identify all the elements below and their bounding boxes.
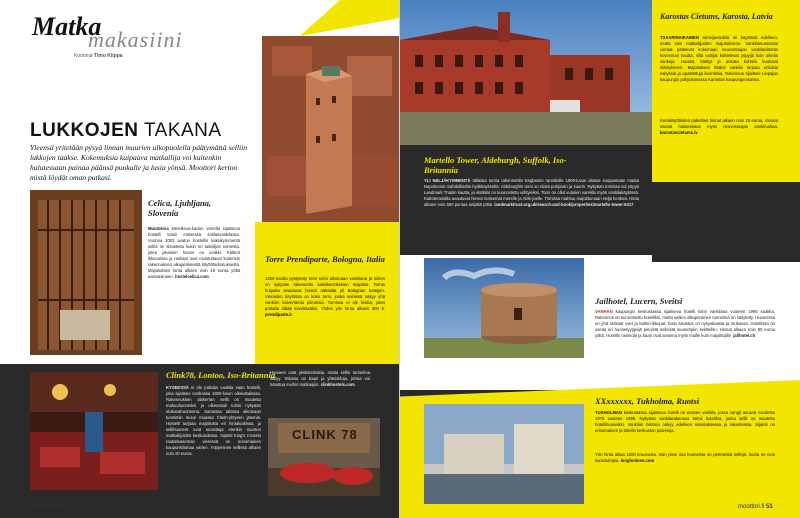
jail-cell-illustration — [30, 190, 142, 355]
karosta-title: Karostas Cietums, Karosta, Latvia — [660, 12, 773, 21]
bar-interior-illustration — [30, 372, 158, 490]
celica-text: Muutoksia Metelkova-kadun varrella sijaitseva hostelli toimii entisessä sotilasvankilassa. Vuonna 2003 avatun hostellin kaksikymmentä selliä on sisustettu kukin eri taiteilijan toimesta, joten jokainen huone on uniikki. Kalterit ikkunoissa ja raskaat ovet muistuttavat kuitenkin rakennuksen alkuperäisestä käyttötarkoituksesta. Majoituksen hinta alkaen noin 19 euroa yöltä aamiaisineen. hostelcelica.com — [148, 226, 240, 279]
martello-panel — [400, 145, 652, 255]
torre-title: Torre Prendiparte, Bologna, Italia — [265, 254, 385, 264]
karosta-site[interactable]: karostascietums.lv — [660, 130, 698, 135]
lead-paragraph: Yleensä yritetään pysyä linnan muurien ulkopuolella päätymättä selliin lukkojen taakse. Kokemuksia kaipaava matkailija voi kuitenkin halutessaan painaa päänsä punkalle ja lusia yönsä. Moottori kertoo mistä löydät oman putkasi. — [30, 143, 248, 182]
left-folio: 50 moottori.fi — [30, 504, 65, 510]
martello-site[interactable]: landmarktrust.org.uk/search-and-book/properties/martello-tower-6317 — [494, 202, 634, 207]
clink-text: KYSEESSÄ ei ole puhdas vankila vaan hostelli, joka sijaitsee vanhassa 1800-luvun oikeustalossa. Rakennuksen alakerran sellit on muutettu makuuhuoneiksi ja oikeussali toimii nykyään elokuvahuoneena. Samassa talossa aikoinaan tuomittiin muun muassa Clash-yhtyeen jäseniä. Hostelli tarjoaa majoitusta eri hintaluokissa, ja sellihuoneet ovat suosittuja etenkin nuorten matkailijoiden keskuudessa. Sijainti King's Crossin rautatieaseman vieressä on erinomainen kaupunkilomaa varten. Yöpyminen sellissä alkaen noin 20 euroa. — [166, 385, 261, 456]
harbor-illustration — [424, 404, 584, 504]
karosta-text-2: Kertakäyttöisten pakettien hinnat alkaen noin 15 euroa. Vieraat saavat halutessaan myös neuvostoajan vankiruokaa. karostascietums.lv — [660, 118, 778, 135]
martello-photo — [424, 258, 584, 358]
clink-sign-text: CLINK 78 — [292, 427, 358, 442]
section-title: Matka — [32, 12, 102, 41]
credit-line: Koonnut Timo Kiippa — [74, 53, 123, 59]
tower-photo — [262, 36, 400, 222]
clink-text-2: Huoneet ovat yksinkertaisia, mutta sellin tunnelma säilyy. Talossa on baari ja yhteistiloja, joissa voi tutustua muihin matkaajiin. clinkhostels.com — [270, 370, 370, 387]
torre-site[interactable]: prendiparte.it — [265, 312, 292, 317]
jailhotel-title: Jailhotel, Lucern, Sveitsi — [595, 296, 683, 306]
right-folio: moottori.fi 51 — [738, 504, 773, 510]
clink-lounge-photo — [268, 418, 380, 496]
torre-panel — [255, 222, 400, 364]
clink-title: Clink78, Lontoo, Iso-Britannia — [166, 370, 276, 380]
karosta-photo — [400, 0, 652, 145]
martello-text: YLI NELJÄKYMMENTÄ tällaista tornia rakennettiin Englannin rannikolle 1800-luvun alussa suojaamaan maata Napoleonin mahdolliselta hyökkäykseltä. Aldeburghin torni on niistä pohjoisin ja suurin. Nykyään tornissa voi yöpyä Landmark Trustin kautta, ja sisätilat on kunnostettu viihtyisiksi. Torni on ollut vuosien varrella myös vankilakäytössä. Kattoterassilta avautuvat hienot maisemat merelle ja Alde-joelle. Tornissa mahtuu majoittumaan neljä henkeä. Hinta alkaen noin 500 puntaa neljältä yöltä. landmarktrust.org.uk/search-and-book/properties/martello-tower-6317 — [424, 178, 639, 207]
karosta-panel — [652, 0, 800, 182]
dark-corner-block — [652, 182, 800, 262]
martello-tower-illustration — [424, 258, 584, 358]
xxx-photo — [424, 404, 584, 504]
yellow-corner-stripe — [300, 0, 400, 36]
celica-site[interactable]: hostelcelica.com — [175, 274, 209, 279]
xxx-text: TUKHOLMAN keskustassa sijaitseva hotelli on entinen vankila, jossa vangit asuivat vuodesta 1975 vuoteen 1995. Nykyään vankilarakennus toimii hotellina, jonka sellit on muutettu hotellihuoneiksi. Vankilan historia näkyy edelleen sisustuksessa ja rakenteissa. Sijainti on erinomainen ja lähellä keskustan palveluja. — [595, 410, 776, 433]
prison-building-illustration — [400, 0, 652, 145]
jailhotel-site[interactable]: jailhotel.ch — [733, 333, 756, 338]
celica-photo — [30, 190, 142, 355]
headline: LUKKOJEN TAKANA — [30, 120, 222, 141]
tower-illustration — [262, 36, 400, 222]
right-page — [400, 0, 800, 518]
clink-interior-photo — [30, 372, 158, 490]
xxx-site[interactable]: longholmen.com — [620, 458, 655, 463]
torre-text: 1200-luvulla pystytetty torni toimi aikoinaan vankilana ja siihen on nykyään rakennettu kaksikerroksinen majoitus. Tornin huipulta avautuvat hienot näköalat yli Bolognan kattojen. Vieraiden käytössä on koko torni, jonka seinissä näkyy yhä vankien kaivertamia piirroksia. Tornissa ei ole hissiä, joten portaita riittää kiivettäväksi. Yhden yön hinta alkaen 300 €. prendiparte.it — [265, 276, 385, 317]
xxx-title: XXxxxxxx, Tukholma, Ruotsi — [595, 396, 700, 406]
martello-title: Martello Tower, Aldeburgh, Suffolk, Iso-Britannia — [424, 155, 567, 175]
karosta-text: TSAARINAIKAINEN armeijavankila on käytössä edelleen, mutta vain matkailijoiden majoituksena. Vankilamuseossa vieraat pääsevät kokemaan neuvostoajan vankilaelämän kovimman kautta, sillä vartijat kohtelevat yöpyjiä kuin oikeita vankeja. Huudot, käskyt ja ankara kohtelu kuuluvat elämykseen. Majoituksen lisäksi vankila tarjoaa erilaisia esityksiä ja opastettuja kierroksia. Rakennus sijaitsee Liepajan kaupungin pohjoisosassa Karostan kaupunginosassa. — [660, 35, 778, 82]
jailhotel-text: VANHAN kaupungin keskustassa sijaitseva hotelli toimi vankilana vuoteen 1998 saakka. Rakennus on kunnostettu hotelliksi, mutta sellien alkuperäinen tunnelma on säilytetty. Huoneissa on yhä raskaat ovet ja kalteri-ikkunat, tosin sisustus on nykyaikaista ja mukavaa. Hotellissa on useita eri huonetyyppejä pienistä selleistä suurempiin sviitteihin. Hinnat alkaen noin 90 euroa yöltä. Hotellin ravintola ja baari ovat avoinna myös muille kuin majoittujille. jailhotel.ch — [595, 309, 775, 338]
celica-title: Celica, Ljubljana, Slovenia — [148, 198, 212, 218]
xxx-text-2: Yön hinta alkaa 1000 kruunusta. Vain pieni osa huoneista on perinteisiä sellejä, mutta ne ovat suosituimpia. longholmen.com — [595, 452, 775, 463]
clink-site[interactable]: clinkhostels.com — [320, 382, 355, 387]
section-subtitle: makasiini — [88, 27, 183, 52]
